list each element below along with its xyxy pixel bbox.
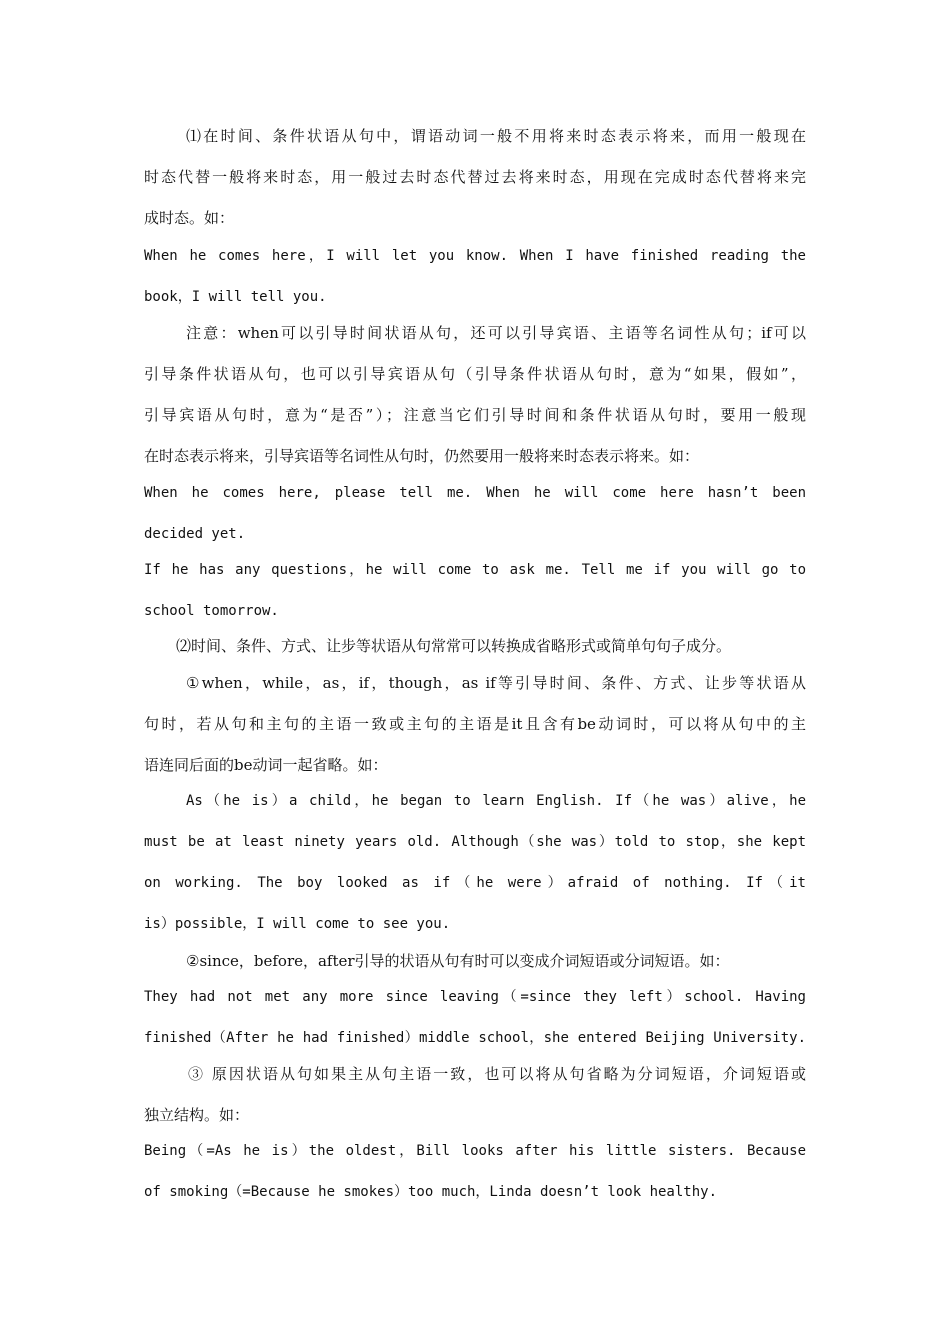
section-heading-line: ⑵时间、条件、方式、让步等状语从句常常可以转换成省略形式或简单句句子成分。 [176, 637, 732, 655]
paragraph-line: 成时态。如： [144, 209, 235, 227]
paragraph-line: 独立结构。如： [144, 1106, 250, 1124]
paragraph-line: ⑴在时间、条件状语从句中，谓语动词一般不用将来时态表示将来，而用一般现在 [186, 127, 806, 145]
example-sentence-line: on working. The boy looked as if（he were）afraid of nothing. If（it [144, 875, 806, 891]
paragraph-line: ③ 原因状语从句如果主从句主语一致，也可以将从句省略为分词短语，介词短语或 [188, 1065, 806, 1083]
example-sentence-line: book，I will tell you. [144, 289, 327, 305]
example-sentence-line: is）possible，I will come to see you. [144, 916, 451, 932]
paragraph-line: ②since，before，after引导的状语从句有时可以变成介词短语或分词短语。如： [186, 952, 730, 970]
paragraph-line: ①when，while，as，if，though，as if等引导时间、条件、方式、让步等状语从 [186, 674, 806, 692]
note-line: 在时态表示将来，引导宾语等名词性从句时，仍然要用一般将来时态表示将来。如： [144, 447, 700, 465]
note-line: 注意：when可以引导时间状语从句，还可以引导宾语、主语等名词性从句；if可以 [186, 324, 806, 342]
paragraph-line: 语连同后面的be动词一起省略。如： [144, 756, 388, 774]
example-sentence-line: of smoking（=Because he smokes）too much，Linda doesn’t look healthy. [144, 1184, 718, 1200]
example-sentence-line: They had not met any more since leaving（=since they left）school. Having [144, 989, 806, 1005]
example-sentence-line: If he has any questions，he will come to ask me. Tell me if you will go to [144, 562, 806, 578]
example-sentence-line: Being（=As he is）the oldest，Bill looks after his little sisters. Because [144, 1143, 806, 1159]
paragraph-line: 时态代替一般将来时态，用一般过去时态代替过去将来时态，用现在完成时态代替将来完 [144, 168, 806, 186]
note-line: 引导宾语从句时，意为“是否”）；注意当它们引导时间和条件状语从句时，要用一般现 [144, 406, 806, 424]
example-sentence-line: decided yet. [144, 526, 246, 542]
example-sentence-line: must be at least ninety years old. Although（she was）told to stop，she kept [144, 834, 806, 850]
example-sentence-line: finished（After he had finished）middle school，she entered Beijing University. [144, 1030, 806, 1046]
paragraph-line: 句时，若从句和主句的主语一致或主句的主语是it且含有be动词时，可以将从句中的主 [144, 715, 806, 733]
note-line: 引导条件状语从句，也可以引导宾语从句（引导条件状语从句时，意为“如果，假如”， [144, 365, 806, 383]
example-sentence-line: When he comes here, please tell me. When he will come here hasn’t been [144, 485, 806, 501]
example-sentence-line: school tomorrow. [144, 603, 279, 619]
example-sentence-line: As（he is）a child，he began to learn English. If（he was）alive，he [186, 793, 806, 809]
example-sentence-line: When he comes here，I will let you know. When I have finished reading the [144, 248, 806, 264]
